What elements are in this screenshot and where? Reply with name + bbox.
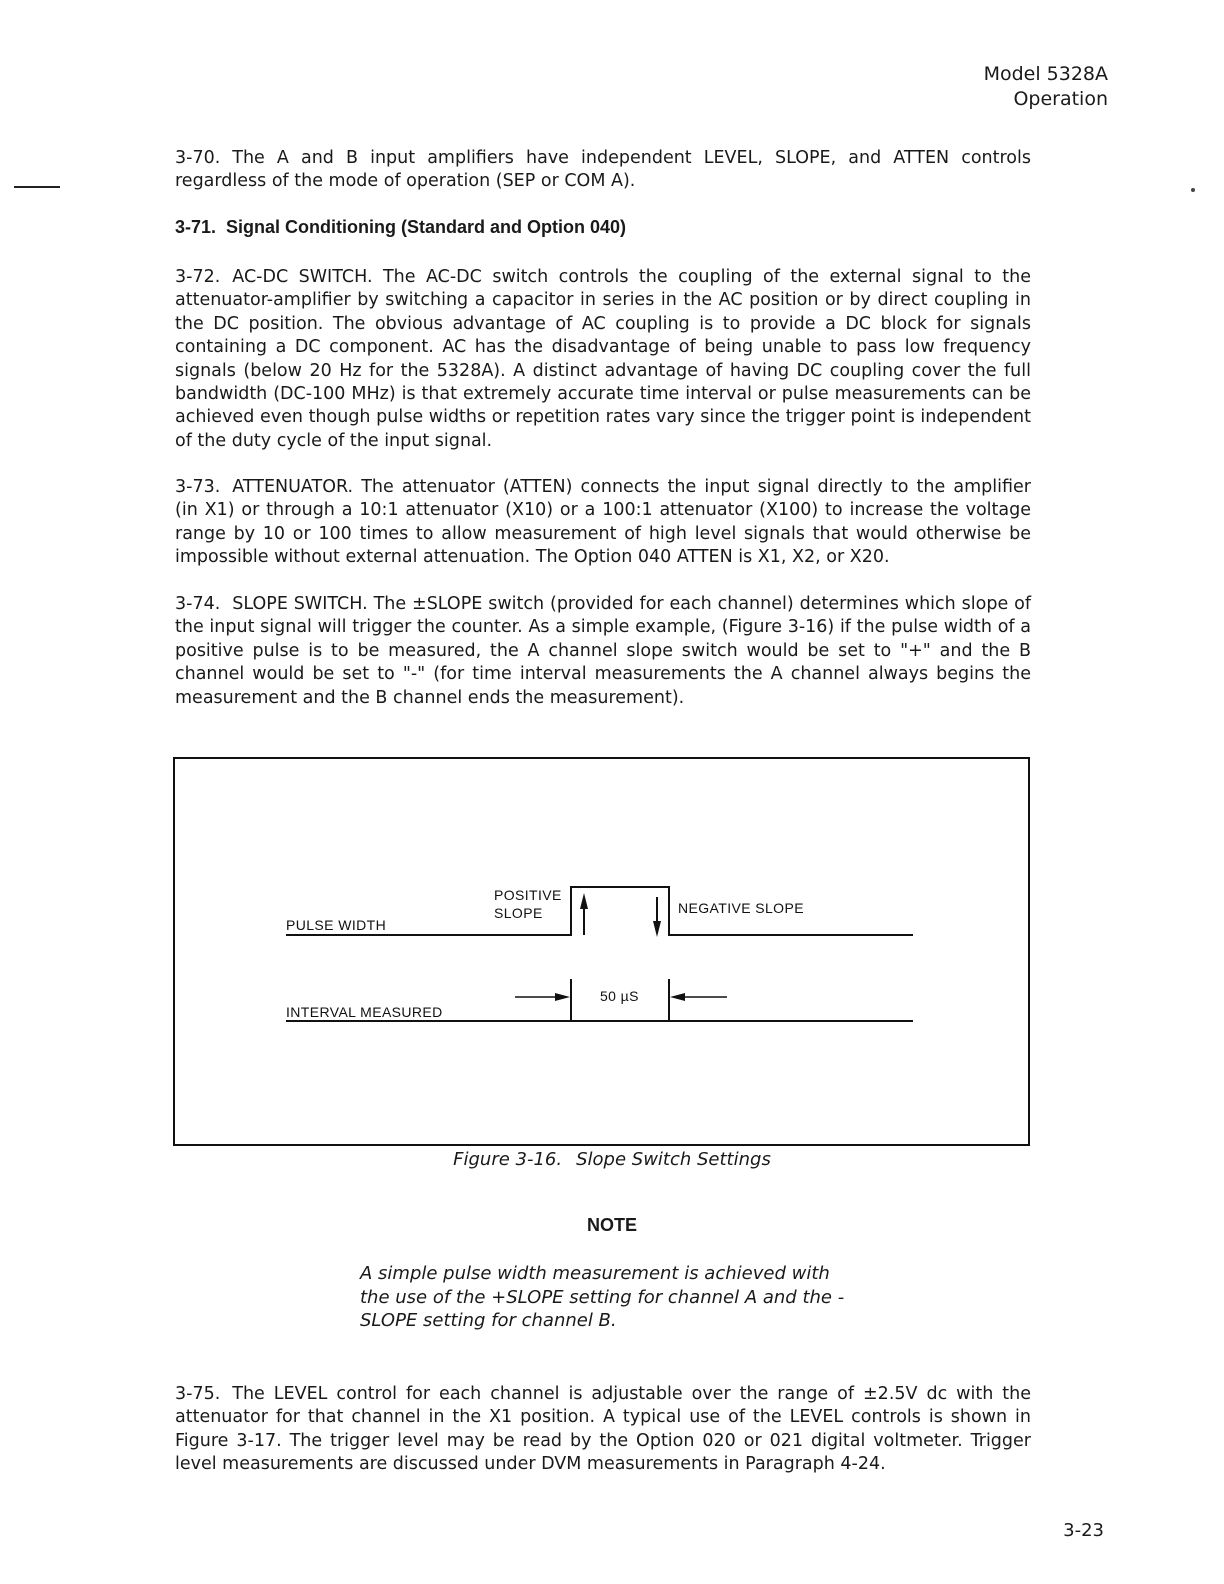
- paragraph-text: The A and B input amplifiers have independent LEVEL, SLOPE, and ATTEN controls regardless of the mode of operation (SEP or COM A).: [175, 148, 1031, 192]
- scan-speck: [1191, 188, 1195, 192]
- paragraph-text: ATTENUATOR. The attenuator (ATTEN) connects the input signal directly to the amplifier (in X1) or through a 10:1 attenuator (X10) or a 100:1 attenuator (X100) to increase the voltage range by 10 or 100 times to allow measurement of high level signals that would otherwise be impossible without external attenuation. The Option 040 ATTEN is X1, X2, or X20.: [175, 477, 1031, 568]
- paragraph-text: AC-DC SWITCH. The AC-DC switch controls the coupling of the external signal to the attenuator-amplifier by switching a capacitor in series in the AC position or by direct coupling in the DC position. The obvious advantage of AC coupling is to provide a DC block for signals containing a DC component. AC has the disadvantage of being unable to pass low frequency signals (below 20 Hz for the 5328A). A distinct advantage of having DC coupling cover the full bandwidth (DC-100 MHz) is that extremely accurate time interval or pulse measurements can be achieved even though pulse widths or repetition rates vary since the trigger point is independent of the duty cycle of the input signal.: [175, 267, 1031, 451]
- paragraph-text: SLOPE SWITCH. The ±SLOPE switch (provided for each channel) determines which slope of the input signal will trigger the counter. As a simple example, (Figure 3-16) if the pulse width of a positive pulse is to be measured, the A channel slope switch would be set to "+" and the B channel would be set to "-" (for time interval measurements the A channel always begins the measurement and the B channel ends the measurement).: [175, 594, 1031, 708]
- paragraph-3-74: [175, 593, 1031, 710]
- note-heading: NOTE: [586, 1215, 637, 1235]
- caption-number: Figure 3-16.: [453, 1149, 563, 1170]
- paragraph-3-72: [175, 266, 1031, 453]
- positive-label: POSITIVE: [494, 887, 562, 903]
- paragraph-number: 3-74.: [175, 594, 221, 614]
- paragraph-3-73: [175, 476, 1031, 570]
- negative-slope-label: NEGATIVE SLOPE: [678, 900, 804, 916]
- paragraph-number: 3-70.: [175, 148, 221, 168]
- slope-label: SLOPE: [494, 905, 543, 921]
- paragraph-number: 3-72.: [175, 267, 221, 287]
- page-number: 3-23: [1063, 1520, 1104, 1541]
- interval-measured-label: INTERVAL MEASURED: [286, 1004, 443, 1020]
- positive-slope-arrow-icon: [580, 893, 588, 909]
- caption-title: Slope Switch Settings: [576, 1149, 771, 1170]
- duration-label: 50 µS: [600, 988, 639, 1004]
- paragraph-3-70: [175, 147, 1031, 194]
- paragraph-number: 3-75.: [175, 1384, 221, 1404]
- slope-diagram: [175, 759, 1032, 1148]
- margin-change-bar: [14, 186, 60, 188]
- negative-slope-arrow-icon: [653, 921, 661, 937]
- header-model: Model 5328A: [983, 63, 1108, 85]
- figure-caption: [0, 1149, 1224, 1170]
- page-header: [984, 62, 1108, 112]
- note-text: A simple pulse width measurement is achieved with the use of the +SLOPE setting for channel A and the -SLOPE setting for channel B.: [360, 1263, 845, 1331]
- header-section: Operation: [1013, 88, 1108, 110]
- figure-3-16: [173, 757, 1030, 1146]
- start-arrow-icon: [555, 993, 570, 1001]
- paragraph-number: 3-73.: [175, 477, 221, 497]
- pulse-width-label: PULSE WIDTH: [286, 917, 387, 933]
- paragraph-text: The LEVEL control for each channel is adjustable over the range of ±2.5V dc with the attenuator for that channel in the X1 position. A typical use of the LEVEL controls is shown in Figure 3-17. The trigger level may be read by the Option 020 or 021 digital voltmeter. Trigger level measurements are discussed under DVM measurements in Paragraph 4-24.: [175, 1384, 1031, 1475]
- section-title: Signal Conditioning (Standard and Option 040): [226, 217, 627, 237]
- section-heading: [175, 217, 626, 238]
- paragraph-3-75: [175, 1383, 1031, 1477]
- section-number: 3-71.: [175, 217, 217, 237]
- end-arrow-icon: [670, 993, 685, 1001]
